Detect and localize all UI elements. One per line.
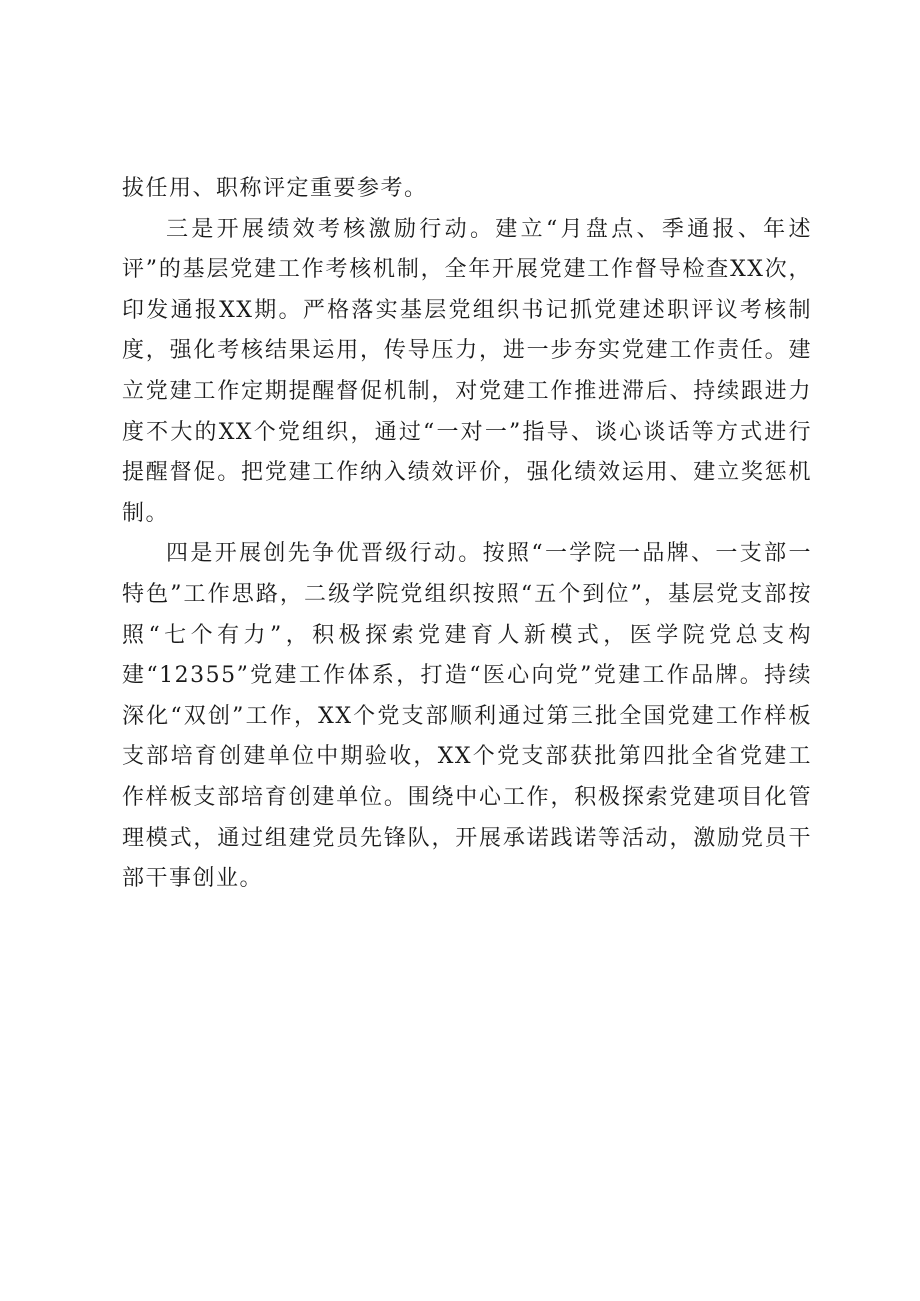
paragraph-performance-assessment: 三是开展绩效考核激励行动。建立“月盘点、季通报、年述评”的基层党建工作考核机制，全年开展党建工作督导检查XX次，印发通报XX期。严格落实基层党组织书记抓党建述职评议考核制度，强化考核结果运用，传导压力，进一步夯实党建工作责任。建立党建工作定期提醒督促机制，对党建工作推进滞后、持续跟进力度不大的XX个党组织，通过“一对一”指导、谈心谈话等方式进行提醒督促。把党建工作纳入绩效评价，强化绩效运用、建立奖惩机制。: [122, 216, 812, 526]
document-body: [122, 169, 812, 900]
paragraph-continuation: 拔任用、职称评定重要参考。: [122, 176, 428, 201]
paragraph-excellence-promotion: 四是开展创先争优晋级行动。按照“一学院一品牌、一支部一特色”工作思路，二级学院党组织按照“五个到位”，基层党支部按照“七个有力”，积极探索党建育人新模式，医学院党总支构建“12355”党建工作体系，打造“医心向党”党建工作品牌。持续深化“双创”工作，XX个党支部顺利通过第三批全国党建工作样板支部培育创建单位中期验收，XX个党支部获批第四批全省党建工作样板支部培育创建单位。围绕中心工作，积极探索党建项目化管理模式，通过组建党员先锋队，开展承诺践诺等活动，激励党员干部干事创业。: [122, 541, 812, 892]
